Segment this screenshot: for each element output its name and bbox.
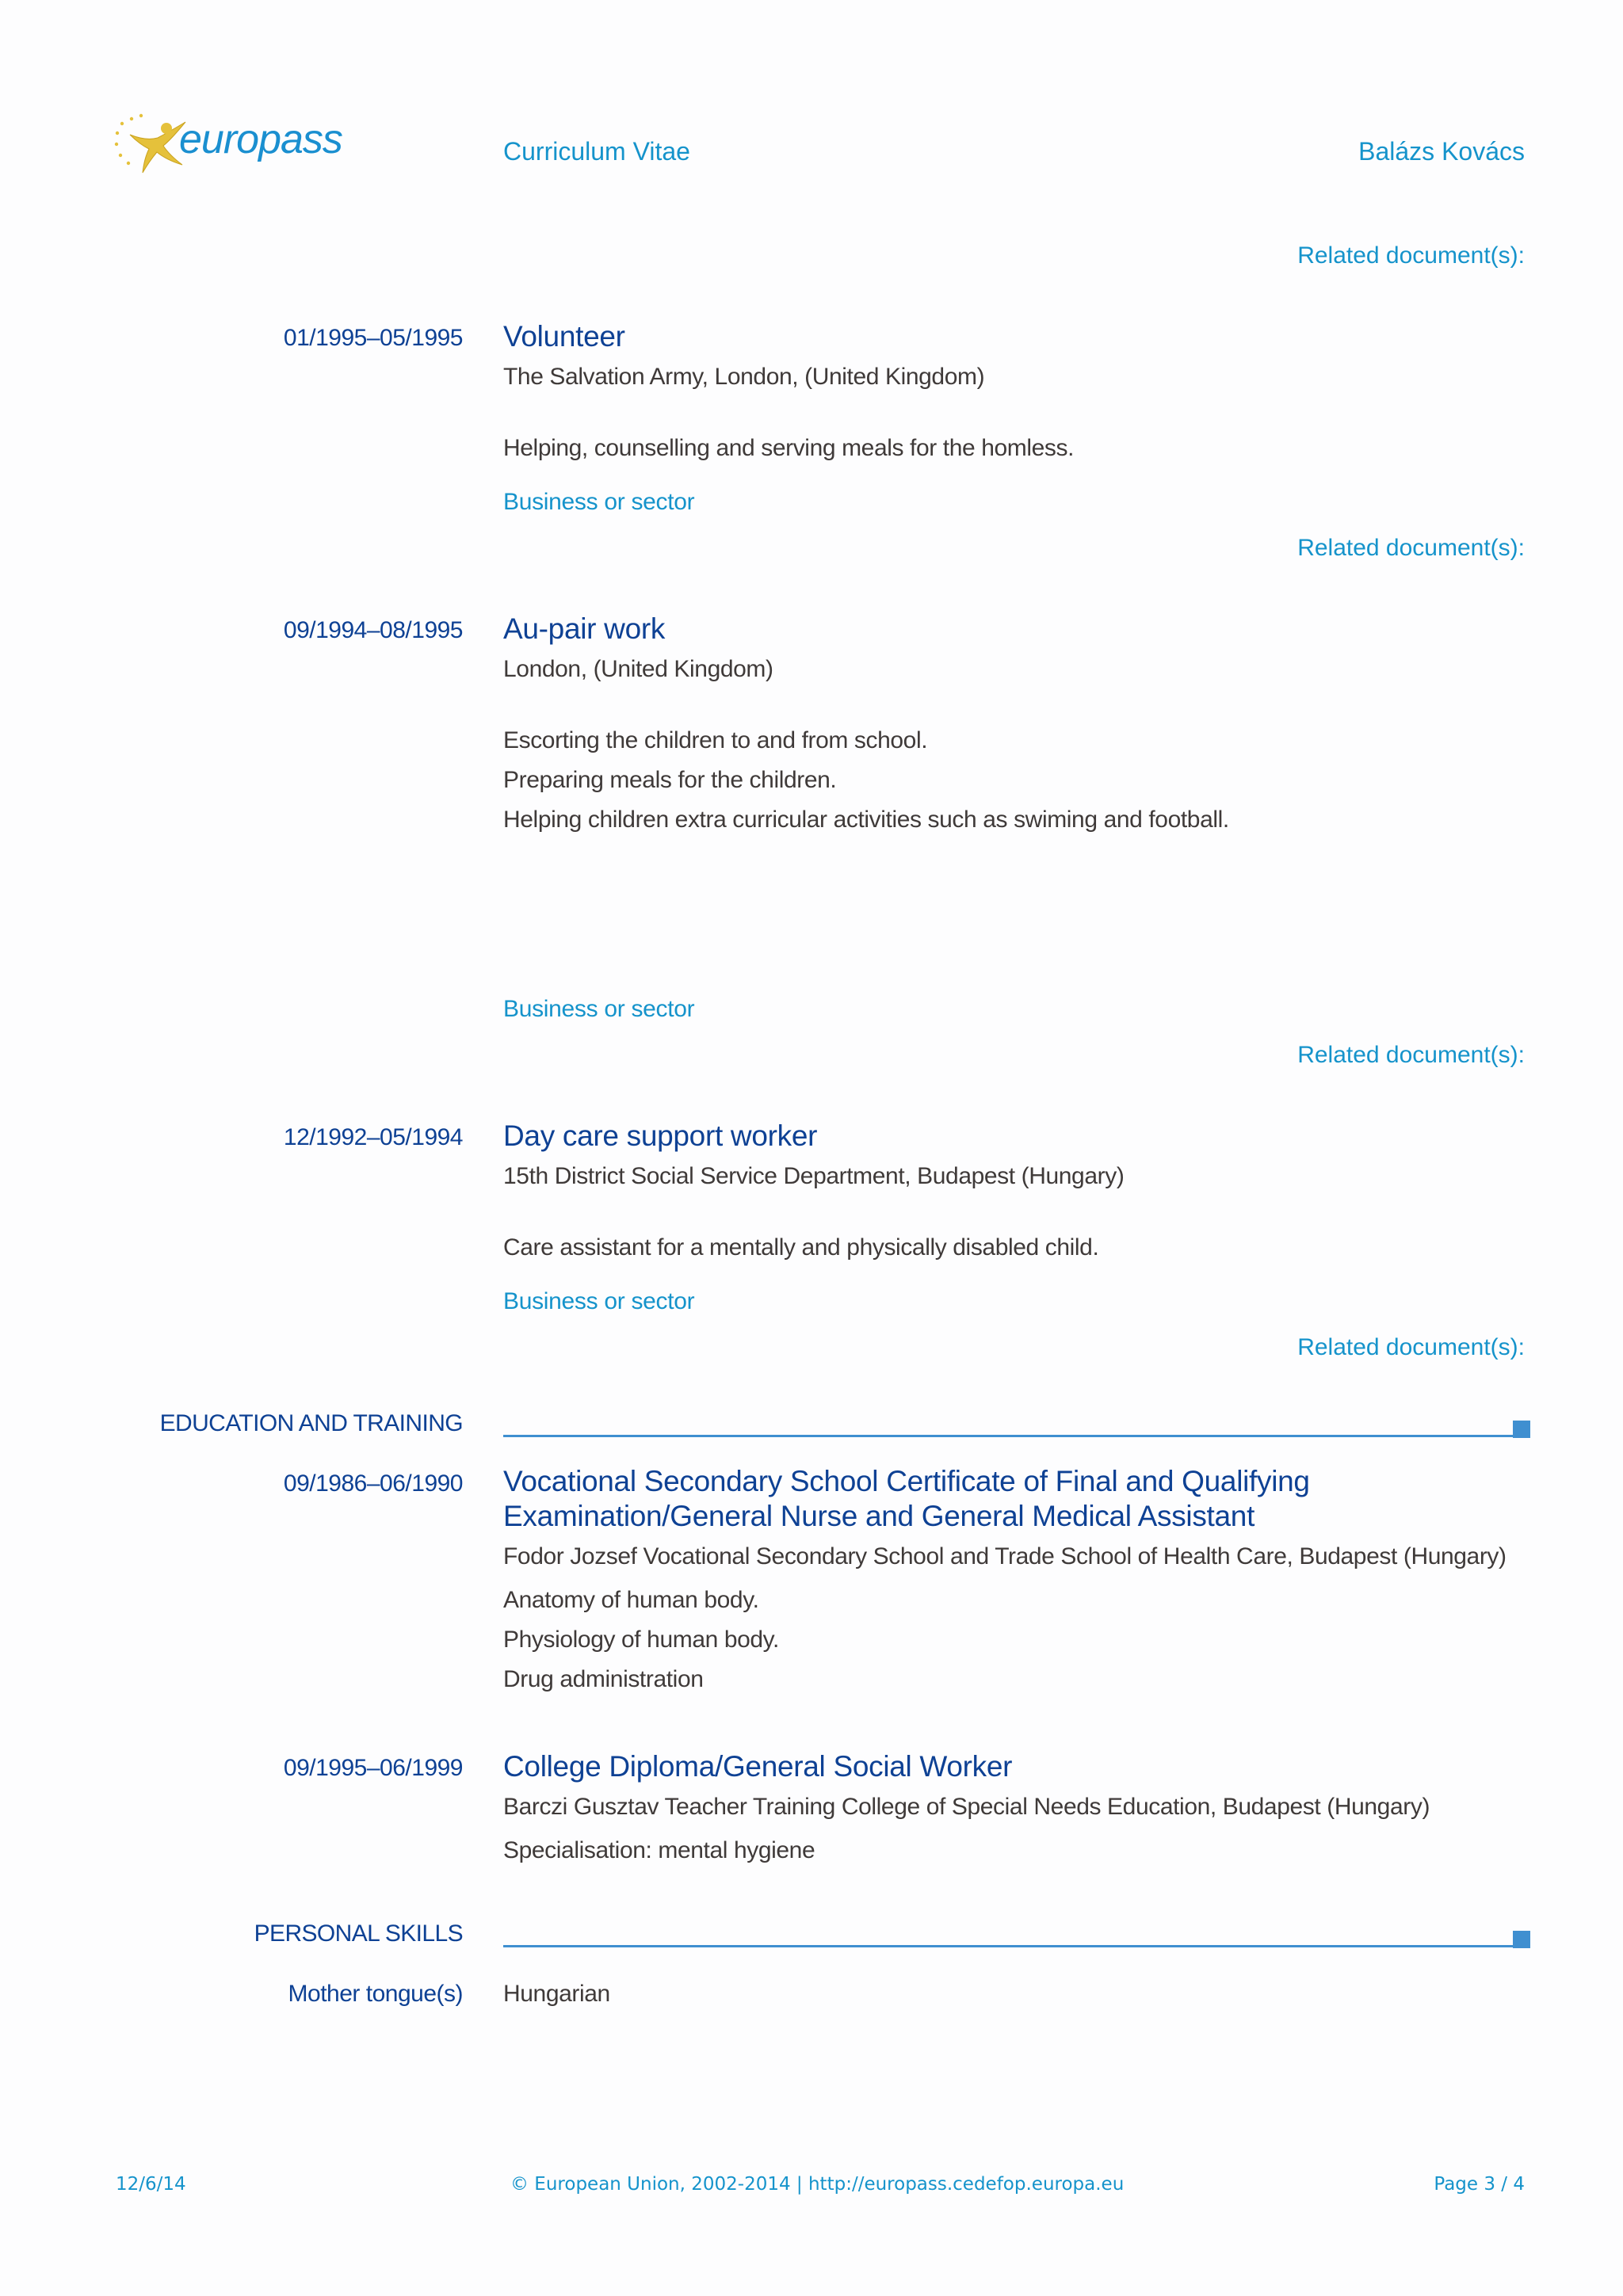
job-employer: 15th District Social Service Department, Budapest (Hungary) (503, 1163, 1125, 1189)
education-institution: Fodor Jozsef Vocational Secondary School and Trade School of Health Care, Budapest (Hungary) (503, 1543, 1507, 1569)
education-institution: Barczi Gusztav Teacher Training College of Special Needs Education, Budapest (Hungary) (503, 1794, 1430, 1820)
job-dates: 01/1995–05/1995 (283, 325, 463, 351)
section-divider (503, 1435, 1513, 1437)
job-title: Volunteer (503, 320, 625, 353)
related-documents-label: Related document(s): (1297, 1042, 1525, 1068)
related-documents-label: Related document(s): (1297, 1334, 1525, 1360)
job-dates: 12/1992–05/1994 (283, 1124, 463, 1150)
mother-tongue-label: Mother tongue(s) (288, 1981, 463, 2007)
mother-tongue-value: Hungarian (503, 1981, 610, 2007)
related-documents-label: Related document(s): (1297, 242, 1525, 269)
job-employer: London, (United Kingdom) (503, 656, 773, 682)
education-section-heading: EDUCATION AND TRAINING (159, 1410, 463, 1436)
business-sector-label: Business or sector (503, 489, 695, 515)
footer-page-number: Page 3 / 4 (1434, 2174, 1525, 2195)
footer-date: 12/6/14 (116, 2174, 186, 2195)
education-title: Vocational Secondary School Certificate of Final and Qualifying Examination/General Nurse and General Medical Assistant (503, 1465, 1310, 1532)
person-name: Balázs Kovács (1358, 137, 1525, 166)
document-title: Curriculum Vitae (503, 137, 690, 166)
business-sector-label: Business or sector (503, 1288, 695, 1314)
job-description-line: Care assistant for a mentally and physically disabled child. (503, 1234, 1099, 1261)
job-title: Au-pair work (503, 612, 666, 645)
education-detail-line: Specialisation: mental hygiene (503, 1837, 815, 1863)
job-title: Day care support worker (503, 1119, 818, 1152)
personal-skills-section-heading: PERSONAL SKILLS (254, 1920, 463, 1947)
europass-wordmark: europass (179, 116, 342, 162)
job-description-line: Helping, counselling and serving meals for the homless. (503, 435, 1075, 461)
education-title: College Diploma/General Social Worker (503, 1750, 1013, 1783)
footer-copyright: © European Union, 2002-2014 | http://europass.cedefop.europa.eu (510, 2174, 1125, 2195)
education-detail-line: Drug administration (503, 1666, 704, 1692)
business-sector-label: Business or sector (503, 996, 695, 1022)
related-documents-label: Related document(s): (1297, 535, 1525, 561)
job-description-line: Helping children extra curricular activities such as swiming and football. (503, 807, 1229, 833)
education-detail-line: Anatomy of human body. (503, 1587, 759, 1613)
education-detail-line: Physiology of human body. (503, 1627, 779, 1653)
job-description-line: Escorting the children to and from school. (503, 727, 928, 753)
section-marker-square (1513, 1931, 1530, 1948)
europass-logo (114, 111, 342, 182)
section-divider (503, 1945, 1513, 1947)
job-employer: The Salvation Army, London, (United Kingdom) (503, 364, 985, 390)
education-dates: 09/1986–06/1990 (283, 1470, 463, 1497)
education-dates: 09/1995–06/1999 (283, 1755, 463, 1781)
job-dates: 09/1994–08/1995 (283, 617, 463, 643)
section-marker-square (1513, 1421, 1530, 1438)
job-description-line: Preparing meals for the children. (503, 767, 837, 793)
